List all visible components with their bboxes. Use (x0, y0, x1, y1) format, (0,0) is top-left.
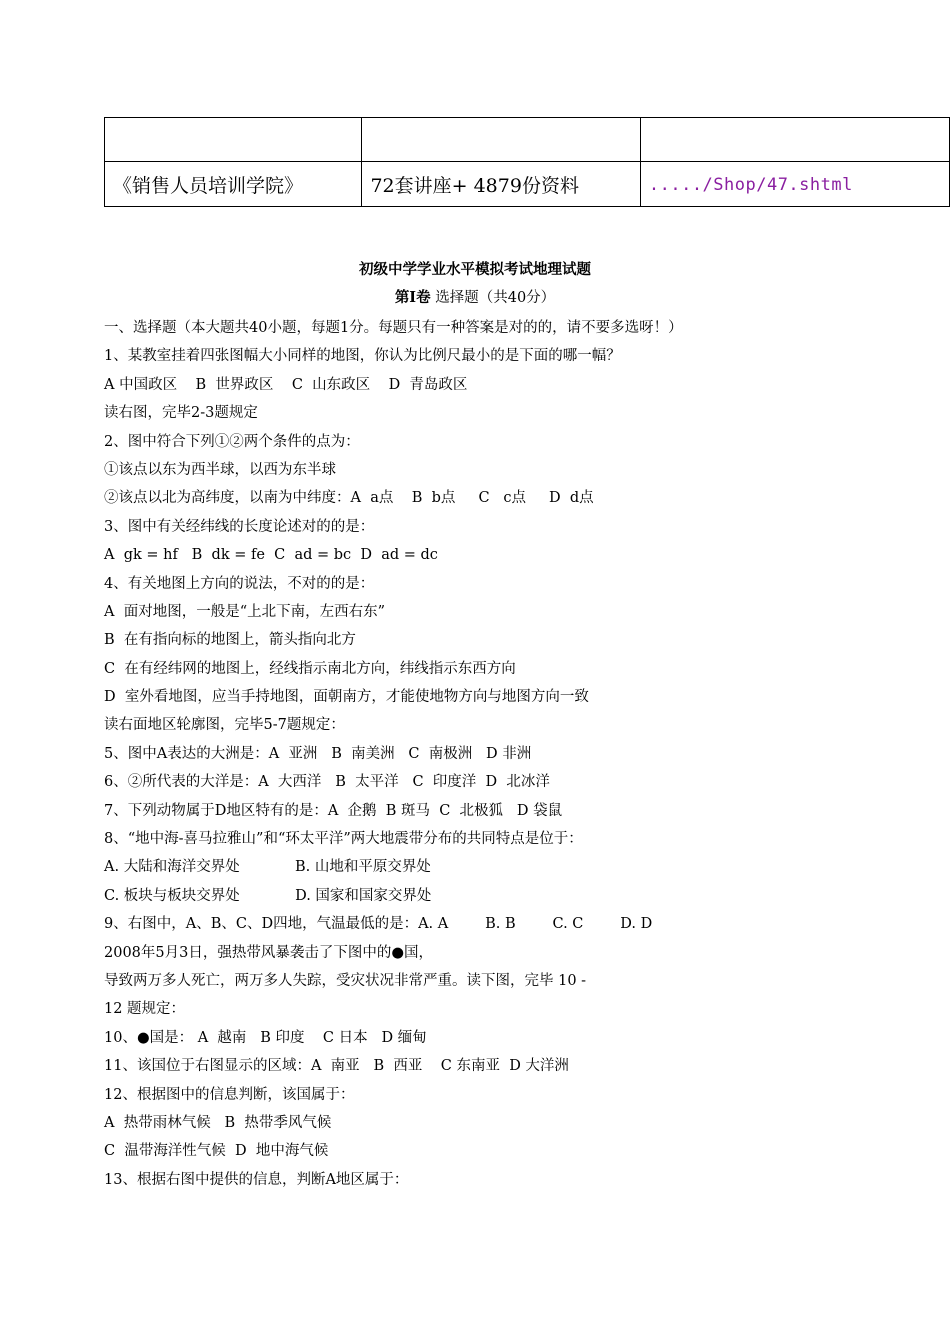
question-line: A 热带雨林气候 B 热带季风气候 (104, 1114, 332, 1131)
header-row (105, 162, 950, 207)
part-description: 选择题（共40分） (430, 290, 556, 306)
header-cell (640, 118, 949, 162)
part-heading (0, 286, 950, 307)
shop-link[interactable]: ...../Shop/47.shtml (648, 175, 853, 195)
question-line: A gk = hf B dk = fe C ad = bc D ad = dc (104, 547, 438, 564)
exam-title: 初级中学学业水平模拟考试地理试题 (359, 261, 591, 278)
question-line: 8、“地中海-喜马拉雅山”和“环太平洋”两大地震带分布的共同特点是位于： (104, 831, 583, 848)
course-name: 《销售人员培训学院》 (105, 162, 362, 207)
question-line: 10、●国是： A 越南 B 印度 C 日本 D 缅甸 (104, 1029, 427, 1046)
question-line: 4、有关地图上方向的说法，不对的的是： (104, 575, 375, 592)
question-line: C 在有经纬网的地图上，经线指示南北方向，纬线指示东西方向 (104, 660, 516, 677)
question-line: 11、该国位于右图显示的区域：A 南亚 B 西亚 C 东南亚 D 大洋洲 (104, 1058, 569, 1075)
question-line: 导致两万多人死亡，两万多人失踪，受灾状况非常严重。读下图，完毕 10 - (104, 972, 587, 989)
question-line: B 在有指向标的地图上，箭头指向北方 (104, 632, 356, 649)
question-line: A. 大陆和海洋交界处 B. 山地和平原交界处 (104, 859, 431, 876)
question-line: ①该点以东为西半球，以西为东半球 (104, 461, 336, 478)
question-line: C. 板块与板块交界处 D. 国家和国家交界处 (104, 887, 432, 904)
question-line: D 室外看地图，应当手持地图，面朝南方，才能使地物方向与地图方向一致 (104, 689, 589, 706)
question-line: 3、图中有关经纬线的长度论述对的的是： (104, 518, 375, 535)
header-table (104, 117, 950, 207)
question-line: 读右图，完毕2-3题规定 (104, 405, 258, 422)
question-line: ②该点以北为高纬度，以南为中纬度：A a点 B b点 C c点 D d点 (104, 490, 594, 507)
question-line: 9、右图中，A、B、C、D四地，气温最低的是：A. A B. B C. C D. D (104, 916, 653, 933)
question-line: 一、选择题（本大题共40小题，每题1分。每题只有一种答案是对的的，请不要多选呀！） (104, 320, 683, 336)
question-line: 2、图中符合下列①②两个条件的点为： (104, 433, 360, 450)
shop-link-cell (640, 162, 949, 207)
question-line: C 温带海洋性气候 D 地中海气候 (104, 1143, 329, 1160)
question-line: A 面对地图，一般是“上北下南，左西右东” (104, 603, 386, 620)
question-line: 12 题规定： (104, 1001, 186, 1018)
question-list (104, 314, 934, 1194)
course-description: 72套讲座+ 4879份资料 (362, 162, 640, 207)
question-line: 2008年5月3日，强热带风暴袭击了下图中的●国， (104, 944, 434, 961)
question-line: 5、图中A表达的大洲是：A 亚洲 B 南美洲 C 南极洲 D 非洲 (104, 745, 532, 762)
question-line: 1、某教室挂着四张图幅大小同样的地图，你认为比例尺最小的是下面的哪一幅？ (104, 348, 621, 365)
header-row-empty (105, 118, 950, 162)
question-line: A 中国政区 B 世界政区 C 山东政区 D 青岛政区 (104, 376, 468, 393)
question-line: 12、根据图中的信息判断，该国属于： (104, 1086, 355, 1103)
header-cell (105, 118, 362, 162)
part-label: 第Ⅰ卷 (394, 289, 431, 306)
question-line: 6、②所代表的大洋是：A 大西洋 B 太平洋 C 印度洋 D 北冰洋 (104, 774, 550, 791)
question-line: 13、根据右图中提供的信息，判断A地区属于： (104, 1171, 409, 1188)
question-line: 7、下列动物属于D地区特有的是：A 企鹅 B 斑马 C 北极狐 D 袋鼠 (104, 802, 563, 819)
header-cell (362, 118, 640, 162)
question-line: 读右面地区轮廓图，完毕5-7题规定： (104, 717, 345, 734)
